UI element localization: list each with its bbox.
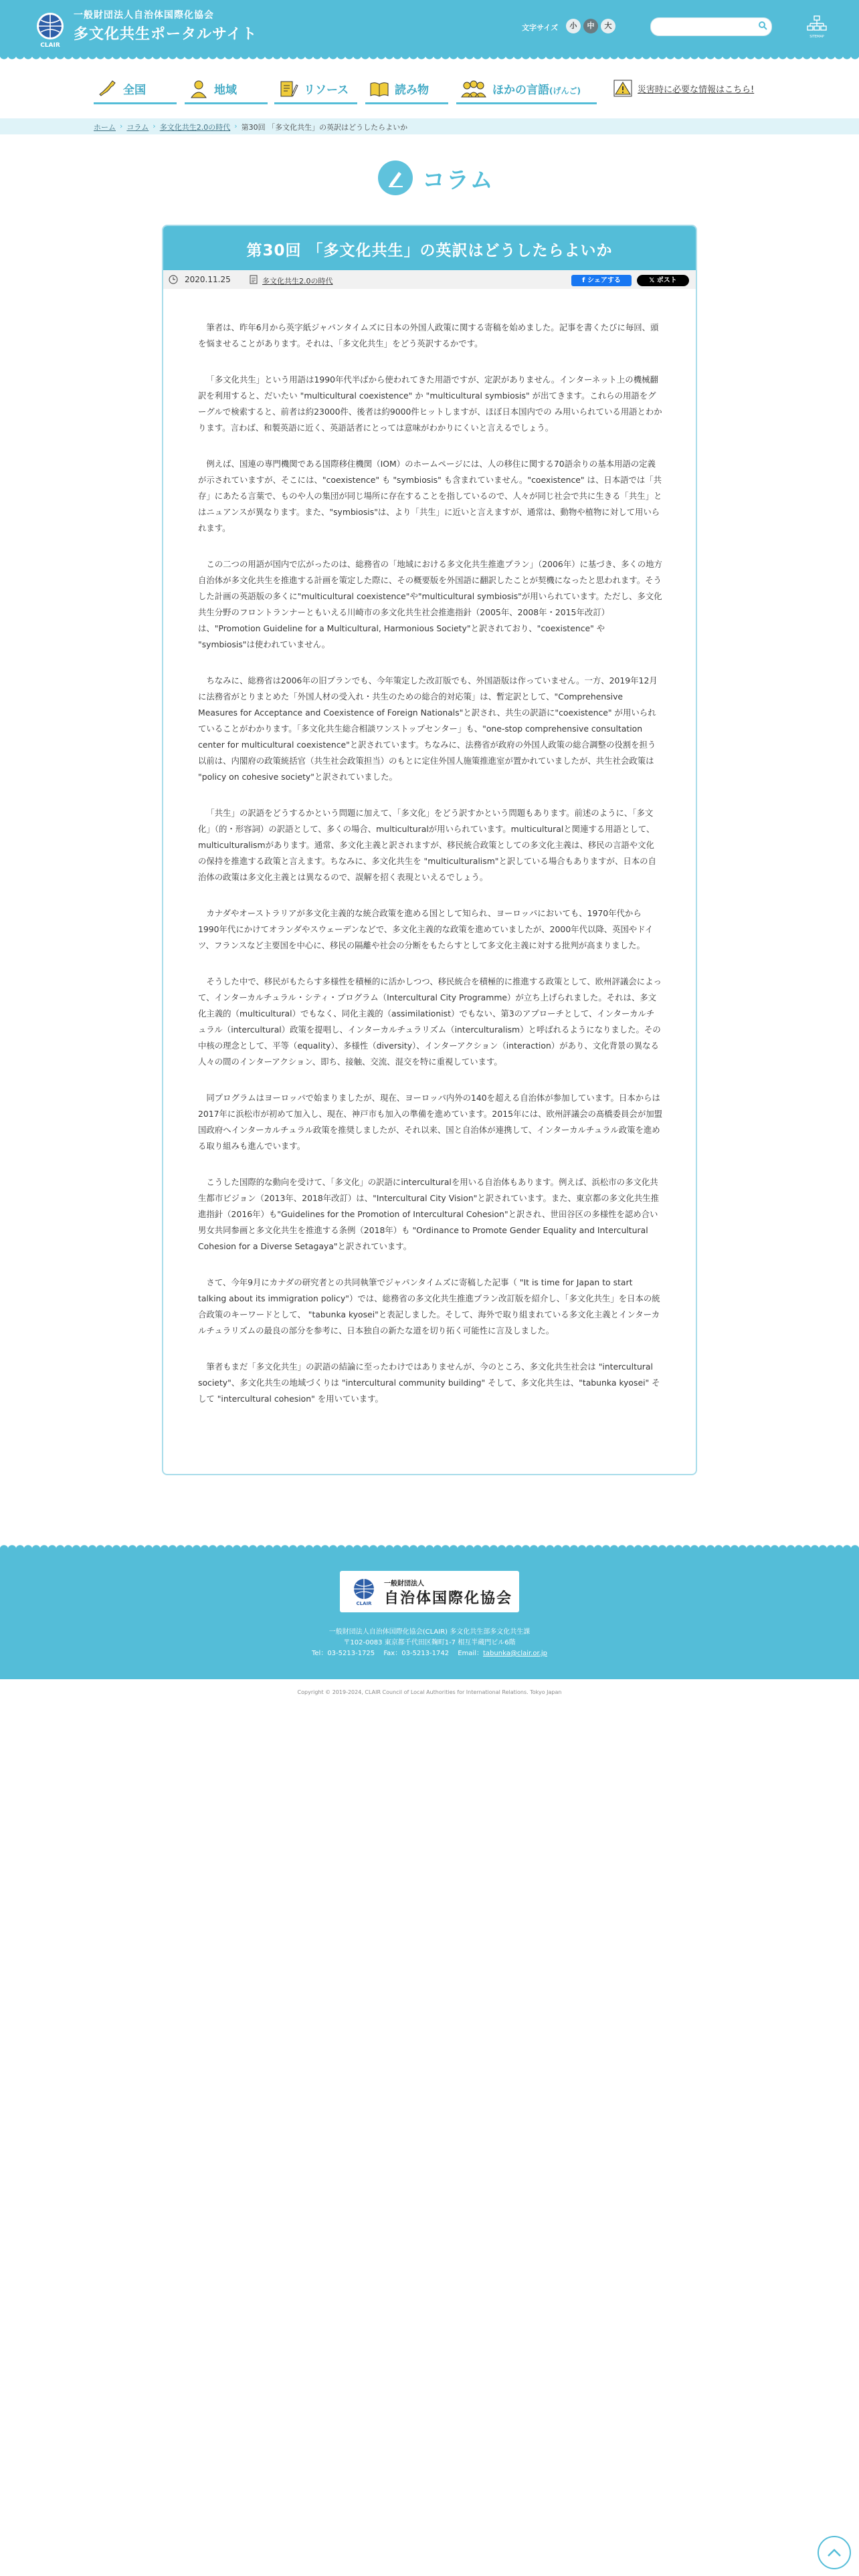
nav-label: 全国: [123, 84, 146, 97]
book-icon: [369, 79, 389, 99]
people-group-icon: [460, 79, 487, 99]
article-header: [163, 226, 696, 270]
footer-address: 〒102-0083 東京都千代田区麹町1-7 相互半蔵門ビル6階: [343, 1639, 516, 1646]
article-paragraph: そうした中で、移民がもたらす多様性を積極的に活かしつつ、移民統合を積極的に推進する政策として、欧州評議会によって、インターカルチュラル・シティ・プログラム（Intercultural City Programme）が立ち上げられました。それは、多文化主義的（multicultural）でもなく、同化主義的（assimilationist）でもない、第3のアプローチとして、インターカルチュラル（intercultural）政策を提唱し、インターカルチュラリズム（interculturalism）と呼ばれるようになりました。その中核の理念として、平等（equality）、多様性（diversity）、インターアクション（interaction）があり、文化背景の異なる人々の間のインターアクション、即ち、接触、交流、混交を特に重視しています。: [198, 976, 662, 1067]
x-post-label: ポスト: [656, 277, 677, 284]
japan-map-icon: [98, 79, 118, 99]
disaster-alert-icon: [613, 80, 632, 97]
article-paragraph: 「共生」の訳語をどうするかという問題に加えて、「多文化」をどう訳すかという問題もあります。前述のように、「多文化」（的・形容詞）の訳語として、多くの場合、multiculturalが用いられています。multiculturalと関連する用語として、multiculturalismがあります。通常、多文化主義と訳されますが、移民統合政策としての多文化主義は、移民の言語や文化の保持を推進する政策と言えます。ちなみに、多文化共生を "multiculturalism"と訳している場合もありますが、日本の自治体の政策は多文化主義とは異なるので、誤解を招く表現といえるでしょう。: [198, 808, 656, 882]
article-date: 2020.11.25: [185, 275, 231, 284]
site-title[interactable]: 多文化共生ポータルサイト: [74, 26, 258, 43]
article-title: 第30回 「多文化共生」の英訳はどうしたらよいか: [246, 242, 613, 259]
font-size-large-button[interactable]: 大: [601, 19, 615, 33]
site-header: [0, 0, 859, 57]
document-pencil-icon: [278, 79, 298, 99]
chevron-up-icon: [819, 2537, 850, 2568]
nav-label: [492, 80, 581, 97]
footer-logo-name: 自治体国際化協会: [384, 1590, 513, 1607]
article-tag-link[interactable]: 多文化共生2.0の時代: [262, 277, 333, 286]
article-paragraph: さて、今年9月にカナダの研究者との共同執筆でジャパンタイムズに寄稿した記事（ "It is time for Japan to start talking about its immigration policy"）では、総務省の多文化共生推進プラン改訂版を紹介し、「多文化共生」を日本の統合政策のキーワードとして、 "tabunka kyosei"と表記しました。そして、海外で取り組まれている多文化主義とインターカルチュラリズムの最良の部分を参考に、日本独自の新たな道を切り拓く可能性に言及しました。: [198, 1277, 660, 1335]
article-paragraph: 「多文化共生」という用語は1990年代半ばから使われてきた用語ですが、定訳がありません。インターネット上の機械翻訳を利用すると、だいたい "multicultural coexistence" か "multicultural symbiosis" が出てきます。これらの用語をグーグルで検索すると、前者は約23000件、後者は約9000件ヒットしますが、ほぼ日本国内での み用いられている用語とわかります。言わば、和製英語に近く、英語話者にとっては意味がわかりにくいと言えるでしょう。: [198, 374, 662, 433]
person-icon: [189, 79, 209, 99]
article-meta-bar: [163, 270, 696, 289]
search-input[interactable]: [650, 17, 772, 36]
disaster-info-link[interactable]: [613, 75, 754, 102]
copyright: Copyright © 2019-2024, CLAIR Council of Local Authorities for International Relations. Tokyo Japan: [297, 1689, 562, 1695]
nav-item-resources[interactable]: [274, 75, 357, 104]
facebook-icon: f: [582, 277, 588, 284]
document-icon: [250, 275, 258, 284]
article-paragraph: こうした国際的な動向を受けて、「多文化」の訳語にinterculturalを用いる自治体もあります。例えば、浜松市の多文化共生都市ビジョン（2013年、2018年改訂）は、"Intercultural City Vision"と訳されています。また、東京都の多文化共生推進指針（2016年）も"Guidelines for the Promotion of Intercultural Cohesion"と訳され、世田谷区の多様性を認め合い男女共同参画と多文化共生を推進する条例（2018年）も "Ordinance to Promote Gender Equality and Intercultural Cohesion for a Diverse Setagaya"と訳されています。: [198, 1177, 659, 1251]
clair-logo-icon[interactable]: [31, 9, 70, 48]
disaster-link-label: 災害時に必要な情報はこちら!: [638, 84, 755, 95]
breadcrumb-column[interactable]: コラム: [126, 123, 149, 132]
page-top-button[interactable]: [818, 2536, 851, 2569]
nav-label: 地域: [214, 84, 237, 97]
sitemap-icon[interactable]: [807, 15, 827, 40]
page-heading: [378, 159, 494, 197]
article-paragraph: カナダやオーストラリアが多文化主義的な統合政策を進める国として知られ、ヨーロッパにおいても、1970年代から1990年代にかけてオランダやスウェーデンなどで、多文化主義的な政策を進めていましたが、2000年代以降、英国やドイツ、フランスなど主要国を中心に、移民の隔離や社会の分断をもたらすとして多文化主義に対する批判が高まりました。: [198, 908, 654, 950]
logo-caption: CLAIR: [40, 42, 60, 48]
article-paragraph: 同プログラムはヨーロッパで始まりましたが、現在、ヨーロッパ内外の140を超える自治体が参加しています。日本からは2017年に浜松市が初めて加入し、現在、神戸市も加入の準備を進めています。2015年には、欧州評議会の髙橋委員会が加盟国政府へインターカルチュラル政策を推奨しましたが、それ以来、国と自治体が連携して、インターカルチュラル政策を進める取り組みも進んでいます。: [198, 1093, 662, 1151]
breadcrumb-separator: ›: [120, 122, 123, 130]
font-size-medium-button[interactable]: 中: [583, 19, 598, 33]
nav-label-main: ほかの言語: [492, 84, 549, 97]
nav-label-sub: (げんご): [549, 86, 581, 96]
footer-logo-small: 一般財団法人: [384, 1580, 424, 1588]
header-scallop-divider: [0, 56, 859, 62]
nav-label: 読み物: [395, 84, 429, 97]
breadcrumb-series[interactable]: 多文化共生2.0の時代: [159, 123, 231, 132]
breadcrumb-current: 第30回 「多文化共生」の英訳はどうしたらよいか: [241, 123, 408, 132]
nav-item-national[interactable]: [94, 75, 177, 104]
article-body: [198, 320, 662, 1427]
article-paragraph: ちなみに、総務省は2006年の旧プランでも、今年策定した改訂版でも、外国語版は作っていません。一方、2019年12月に法務省がとりまとめた「外国人材の受入れ・共生のための総合的対応策」は、暫定訳として、"Comprehensive Measures for Acceptance and Coexistence of Foreign Nationals"と訳され、共生の訳語に"coexistence" が用いられていることがわかります。「多文化共生総合相談ワンストップセンター」も、"one-stop comprehensive consultation center for multicultural coexistence"と訳されています。ちなみに、法務省が政府の外国人政策の総合調整の役割を担う以前は、内閣府の政策統括官（共生社会政策担当）のもとに定住外国人施策推進室が置かれていましたが、共生社会政策は "policy on cohesive society"と訳されていました。: [198, 675, 658, 782]
clock-icon: [169, 275, 178, 284]
breadcrumb-separator: ›: [234, 122, 237, 130]
breadcrumb-home[interactable]: ホーム: [94, 123, 116, 132]
search-icon[interactable]: [758, 21, 767, 30]
footer-org-line: 一般財団法人自治体国際化協会(CLAIR) 多文化共生部多文化共生課: [328, 1628, 531, 1636]
nav-label: リソース: [304, 84, 349, 97]
column-pen-icon: [378, 160, 413, 195]
nav-item-region[interactable]: [185, 75, 268, 104]
nav-item-reading[interactable]: [365, 75, 448, 104]
footer-email-link[interactable]: tabunka@clair.or.jp: [483, 1650, 547, 1657]
font-size-label: 文字サイズ: [522, 23, 559, 32]
font-size-small-button[interactable]: 小: [566, 19, 581, 33]
sitemap-label: SITEMAP: [809, 35, 824, 39]
org-name[interactable]: 一般財団法人自治体国際化協会: [74, 10, 214, 21]
nav-item-other-languages[interactable]: [456, 75, 597, 104]
facebook-share-label: シェアする: [587, 277, 621, 284]
footer-contact: [0, 1647, 859, 1657]
x-post-button[interactable]: [637, 275, 689, 286]
footer-emblem-caption: CLAIR: [356, 1601, 372, 1606]
footer-logo[interactable]: [340, 1571, 519, 1612]
breadcrumb: [94, 122, 407, 132]
clair-emblem-icon: [349, 1577, 379, 1606]
site-footer: [0, 1548, 859, 1679]
breadcrumb-separator: ›: [153, 122, 156, 130]
page-title: コラム: [422, 167, 494, 194]
article-paragraph: 例えば、国連の専門機関である国際移住機関（IOM）のホームページには、人の移住に関する70語余りの基本用語の定義が示されていますが、そこには、"coexistence" も "symbiosis" も含まれていません。"coexistence" は、日本語では「共存」にあたる言葉で、ものや人の集団が同じ場所に存在することを指しているので、人々が同じ社会で共に生きる「共生」とはニュアンスが異なります。また、"symbiosis"は、より「共生」に近いと言えますが、通常は、動物や植物に対して用いられます。: [198, 459, 662, 533]
facebook-share-button[interactable]: [571, 275, 632, 286]
article-paragraph: 筆者は、昨年6月から英字紙ジャパンタイムズに日本の外国人政策に関する寄稿を始めました。記事を書くたびに毎回、頭を悩ませることがあります。それは、「多文化共生」をどう英訳するかです。: [198, 322, 659, 348]
article-paragraph: この二つの用語が国内で広がったのは、総務省の「地域における多文化共生推進プラン」（2006年）に基づき、多くの地方自治体が多文化共生を推進する計画を策定した際に、その概要版を外国語に翻訳したことが契機になったと思われます。そうした計画の英語版の多くに"multicultural coexistence"や"multicultural symbiosis"が用いられています。ただし、多文化共生分野のフロントランナーともいえる川崎市の多文化共生社会推進指針（2005年、2008年・2015年改訂）は、"Promotion Guideline for a Multicultural, Harmonious Society"と訳されており、"coexistence" や "symbiosis"は使われていません。: [198, 559, 662, 649]
article-paragraph: 筆者もまだ「多文化共生」の訳語の結論に至ったわけではありませんが、今のところ、多文化共生社会は "intercultural society"、多文化共生の地域づくりは "intercultural community building" そして、多文化共生は、"tabunka kyosei" そして "intercultural cohesion" を用いています。: [198, 1362, 660, 1404]
x-logo-icon: 𝕏: [649, 277, 657, 284]
footer-contact-text: Tel：03-5213-1725 Fax：03-5213-1742 Email：: [311, 1650, 483, 1657]
global-nav: [0, 67, 859, 107]
article-card: [162, 225, 697, 1475]
